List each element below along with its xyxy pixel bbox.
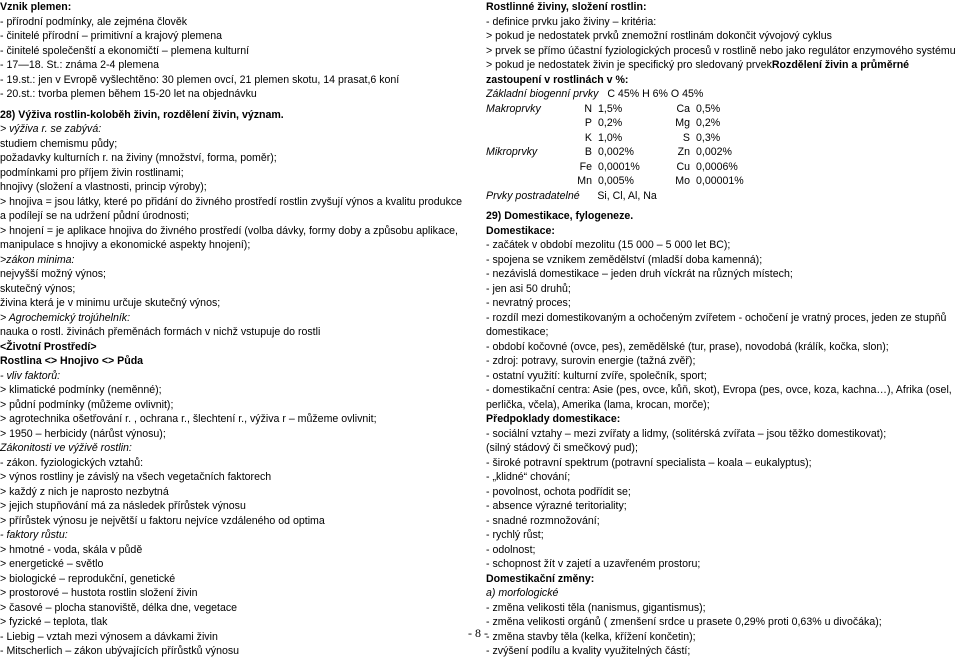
text-line: [486, 87, 960, 102]
text-line: - „klidné“ chování;: [486, 471, 571, 483]
element-symbol: Mo: [675, 175, 690, 187]
heading-rostlinne-ziviny: Rostlinné živiny, složení rostlin:: [486, 1, 647, 13]
text-line: - Liebig – vztah mezi výnosem a dávkami živin: [0, 630, 218, 643]
heading-predpoklady: Předpoklady domestikace:: [486, 413, 621, 425]
text-line: podmínkami pro příjem živin rostlinami;: [0, 166, 184, 179]
text-line: - sociální vztahy – mezi zvířaty a lidmy, (solitérská zvířata – jsou těžko domestikovat);: [486, 427, 887, 440]
label-postradatelne: Prvky postradatelné: [486, 189, 580, 202]
text-line: >zákon minima:: [0, 253, 75, 266]
element-symbol: Mg: [675, 117, 690, 129]
text-line: - rozdíl mezi domestikovaným a ochočeným zvířetem - ochočení je vratný proces, jeden ze stupňů: [486, 311, 947, 324]
text-line: > půdní podmínky (můžeme ovlivnit);: [0, 398, 174, 411]
text-line: domestikace;: [486, 326, 549, 338]
text-line: > hnojení = je aplikace hnojiva do živného prostředí (volba dávky, formy doby a způsobu aplikace,: [0, 224, 458, 237]
label-makroprvky: Makroprvky: [486, 102, 541, 115]
text-line: - 19.st.: jen v Evropě vyšlechtěno: 30 plemen ovcí, 21 plemen skotu, 14 prasat,6 koní: [0, 73, 400, 86]
element-value: 0,005%: [598, 175, 634, 187]
text-line: - změna velikosti orgánů ( zmenšení srdce u prasete 0,29% proti 0,63% u divočáka);: [486, 616, 882, 628]
text-line: - začátek v období mezolitu (15 000 – 5 000 let BC);: [486, 239, 731, 251]
text-line: > výnos rostliny je závislý na všech vegetačních faktorech: [0, 471, 272, 483]
text-line: > klimatické podmínky (neměnné);: [0, 384, 162, 396]
text-line: > hnojiva = jsou látky, které po přidání do živného prostředí rostlin zvyšují výnos a kvalitu produkce: [0, 195, 463, 208]
heading-domestikace: Domestikace:: [486, 224, 555, 237]
text-line: - rychlý růst;: [486, 529, 544, 541]
text-line: - činitelé přírodní – primitivní a krajový plemena: [0, 30, 222, 42]
text-line: - období kočovné (ovce, pes), zemědělské (tur, prase), novodobá (králík, kočka, slon);: [486, 340, 889, 353]
text-line: - faktory růstu:: [0, 529, 68, 541]
text-line: > každý z nich je naprosto nezbytná: [0, 485, 169, 498]
text-line: [486, 189, 960, 204]
element-value: 0,00001%: [696, 175, 744, 187]
text-line: - změna stavby těla (kelka, křížení končetin);: [486, 630, 696, 643]
text-line: (silný stádový či smečkový pud);: [486, 442, 638, 454]
page-number: - 8 -: [468, 626, 488, 640]
text-line: - schopnost žít v zajetí a uzavřeném prostoru;: [486, 558, 701, 570]
text-line: [486, 58, 960, 73]
text-line: skutečný výnos;: [0, 282, 76, 295]
text-line: - povolnost, ochota podřídit se;: [486, 485, 631, 498]
text-line: studiem chemismu půdy;: [0, 137, 118, 150]
text-line: > hmotné - voda, skála v půdě: [0, 543, 143, 556]
text-line: perlička, včela), Amerika (lama, krocan, morče);: [486, 398, 710, 411]
text-line: - zdroj: potravy, surovin energie (tažná zvěř);: [486, 355, 696, 367]
element-value: 0,5%: [696, 102, 721, 115]
heading-vznik-plemen: Vznik plemen:: [0, 1, 72, 13]
heading-domestikacni-zmeny: Domestikační změny:: [486, 572, 595, 585]
text-line: - nezávislá domestikace – jeden druh víckrát na různých místech;: [486, 268, 793, 280]
text-line: nejvyšší možný výnos;: [0, 268, 106, 280]
text-line: - činitelé společenští a ekonomičtí – plemena kulturní: [0, 44, 250, 57]
text-line: > časové – plocha stanoviště, délka dne, vegetace: [0, 601, 238, 614]
text-line: > biologické – reprodukční, genetické: [0, 572, 176, 585]
element-value: 0,0006%: [696, 160, 738, 173]
text-line: > výživa r. se zabývá:: [0, 123, 102, 135]
text-line: - široké potravní spektrum (potravní specialista – koala – eukalyptus);: [486, 456, 812, 469]
element-symbol: K: [584, 131, 592, 144]
text-line: - Mitscherlich – zákon ubývajících přírůstků výnosu: [0, 645, 240, 657]
text-line: > pokud je nedostatek prvků znemožní rostlinám dokončit vývojový cyklus: [486, 30, 832, 42]
text-line: - ostatní využití: kulturní zvíře, společník, sport;: [486, 369, 707, 382]
label-mikroprvky: Mikroprvky: [486, 146, 538, 158]
element-symbol: Ca: [676, 102, 690, 115]
text-line: > energetické – světlo: [0, 558, 104, 570]
text-line: - definice prvku jako živiny – kritéria:: [486, 15, 657, 28]
text-line: Zákonitosti ve výživě rostlin:: [0, 442, 132, 454]
element-value: 0,2%: [696, 117, 721, 129]
heading-zastoupeni: zastoupení v rostlinách v %:: [486, 73, 629, 86]
element-symbol: B: [584, 146, 592, 158]
text-line: > 1950 – herbicidy (nárůst výnosu);: [0, 427, 166, 440]
element-value: 0,002%: [696, 146, 732, 158]
element-value: 1,5%: [598, 102, 623, 115]
element-symbol: N: [584, 102, 592, 115]
text-line: a podílejí se na udržení půdní úrodnosti;: [0, 210, 190, 222]
text-line: - vliv faktorů:: [0, 369, 61, 382]
text-line: > agrotechnika ošetřování r. , ochrana r., šlechtení r., výživa r – můžeme ovlivnit;: [0, 413, 377, 425]
text-line: hnojivy (složení a vlastnosti, princip výroby);: [0, 181, 207, 193]
heading-zivotni-prostredi: <Životní Prostředí>: [0, 340, 97, 353]
text-line: nauka o rostl. živinách přeměnách formách v nichž vstupuje do rostli: [0, 326, 321, 338]
text-line: > prvek se přímo účastní fyziologických procesů v rostlině nebo jako regulátor enzymového systému: [486, 44, 956, 57]
element-symbol: Fe: [579, 160, 592, 173]
text-line: > prostorové – hustota rostlin složení živin: [0, 587, 198, 599]
text-line: - spojena se vznikem zemědělství (mladší doba kamenná);: [486, 253, 763, 266]
element-value: 0,0001%: [598, 160, 640, 173]
text-line: > přírůstek výnosu je největší u faktoru nejvíce vzdáleného od optima: [0, 514, 325, 527]
element-value: 1,0%: [598, 131, 623, 144]
text-line: - 20.st.: tvorba plemen během 15-20 let na objednávku: [0, 88, 257, 100]
element-symbol: S: [682, 131, 690, 144]
element-value: 0,3%: [696, 131, 721, 144]
element-symbol: Mn: [577, 175, 592, 187]
text-line: - zákon. fyziologických vztahů:: [0, 456, 144, 469]
heading-rozdeleni-zivin: Rozdělení živin a průměrné: [771, 59, 910, 71]
text-line: - absence výrazné teritoriality;: [486, 500, 627, 512]
text-line: - snadné rozmnožování;: [486, 514, 600, 527]
text-line: - zvýšení podílu a kvality využitelných částí;: [486, 645, 691, 657]
nutrient-table: [486, 102, 960, 204]
text-line: požadavky kulturních r. na živiny (množství, forma, poměr);: [0, 152, 277, 164]
text-line: živina která je v minimu určuje skutečný výnos;: [0, 297, 221, 309]
value-postradatelne: Si, Cl, Al, Na: [597, 189, 657, 202]
element-value: 0,002%: [598, 146, 634, 158]
right-column: [486, 0, 960, 659]
left-column: [0, 0, 478, 659]
section-heading-28: 28) Výživa rostlin-koloběh živin, rozdělení živin, význam.: [0, 108, 284, 121]
element-symbol: Cu: [676, 160, 690, 173]
element-symbol: Zn: [677, 146, 690, 158]
text-line: a) morfologické: [486, 587, 559, 599]
element-symbol: P: [584, 117, 592, 129]
text-line: - přírodní podmínky, ale zejména člověk: [0, 15, 188, 28]
text-line: > jejich stupňování má za následek přírůstek výnosu: [0, 500, 246, 512]
text-line: - domestikační centra: Asie (pes, ovce, kůň, skot), Evropa (pes, ovce, koza, kachna…), Afrika (osel,: [486, 384, 952, 396]
text-fragment: > pokud je nedostatek živin je specifický pro sledovaný prvek: [486, 59, 772, 71]
text-line: - změna velikosti těla (nanismus, gigantismus);: [486, 601, 706, 614]
text-line: - nevratný proces;: [486, 297, 571, 309]
value-zakladni-prvky: C 45% H 6% O 45%: [607, 88, 704, 100]
text-line: - jen asi 50 druhů;: [486, 282, 571, 295]
text-line: > Agrochemický trojúhelník:: [0, 311, 131, 324]
label-zakladni-prvky: Základní biogenní prvky: [486, 88, 599, 100]
heading-rostlina-hnojivo-puda: Rostlina <> Hnojivo <> Půda: [0, 355, 144, 367]
text-line: - 17—18. St.: známa 2-4 plemena: [0, 59, 159, 71]
text-line: - odolnost;: [486, 543, 536, 556]
element-value: 0,2%: [598, 117, 623, 129]
text-line: > fyzické – teplota, tlak: [0, 616, 108, 628]
section-heading-29: 29) Domestikace, fylogeneze.: [486, 210, 634, 222]
text-line: manipulace s hnojivy a ekonomické aspekty hnojení);: [0, 239, 251, 251]
